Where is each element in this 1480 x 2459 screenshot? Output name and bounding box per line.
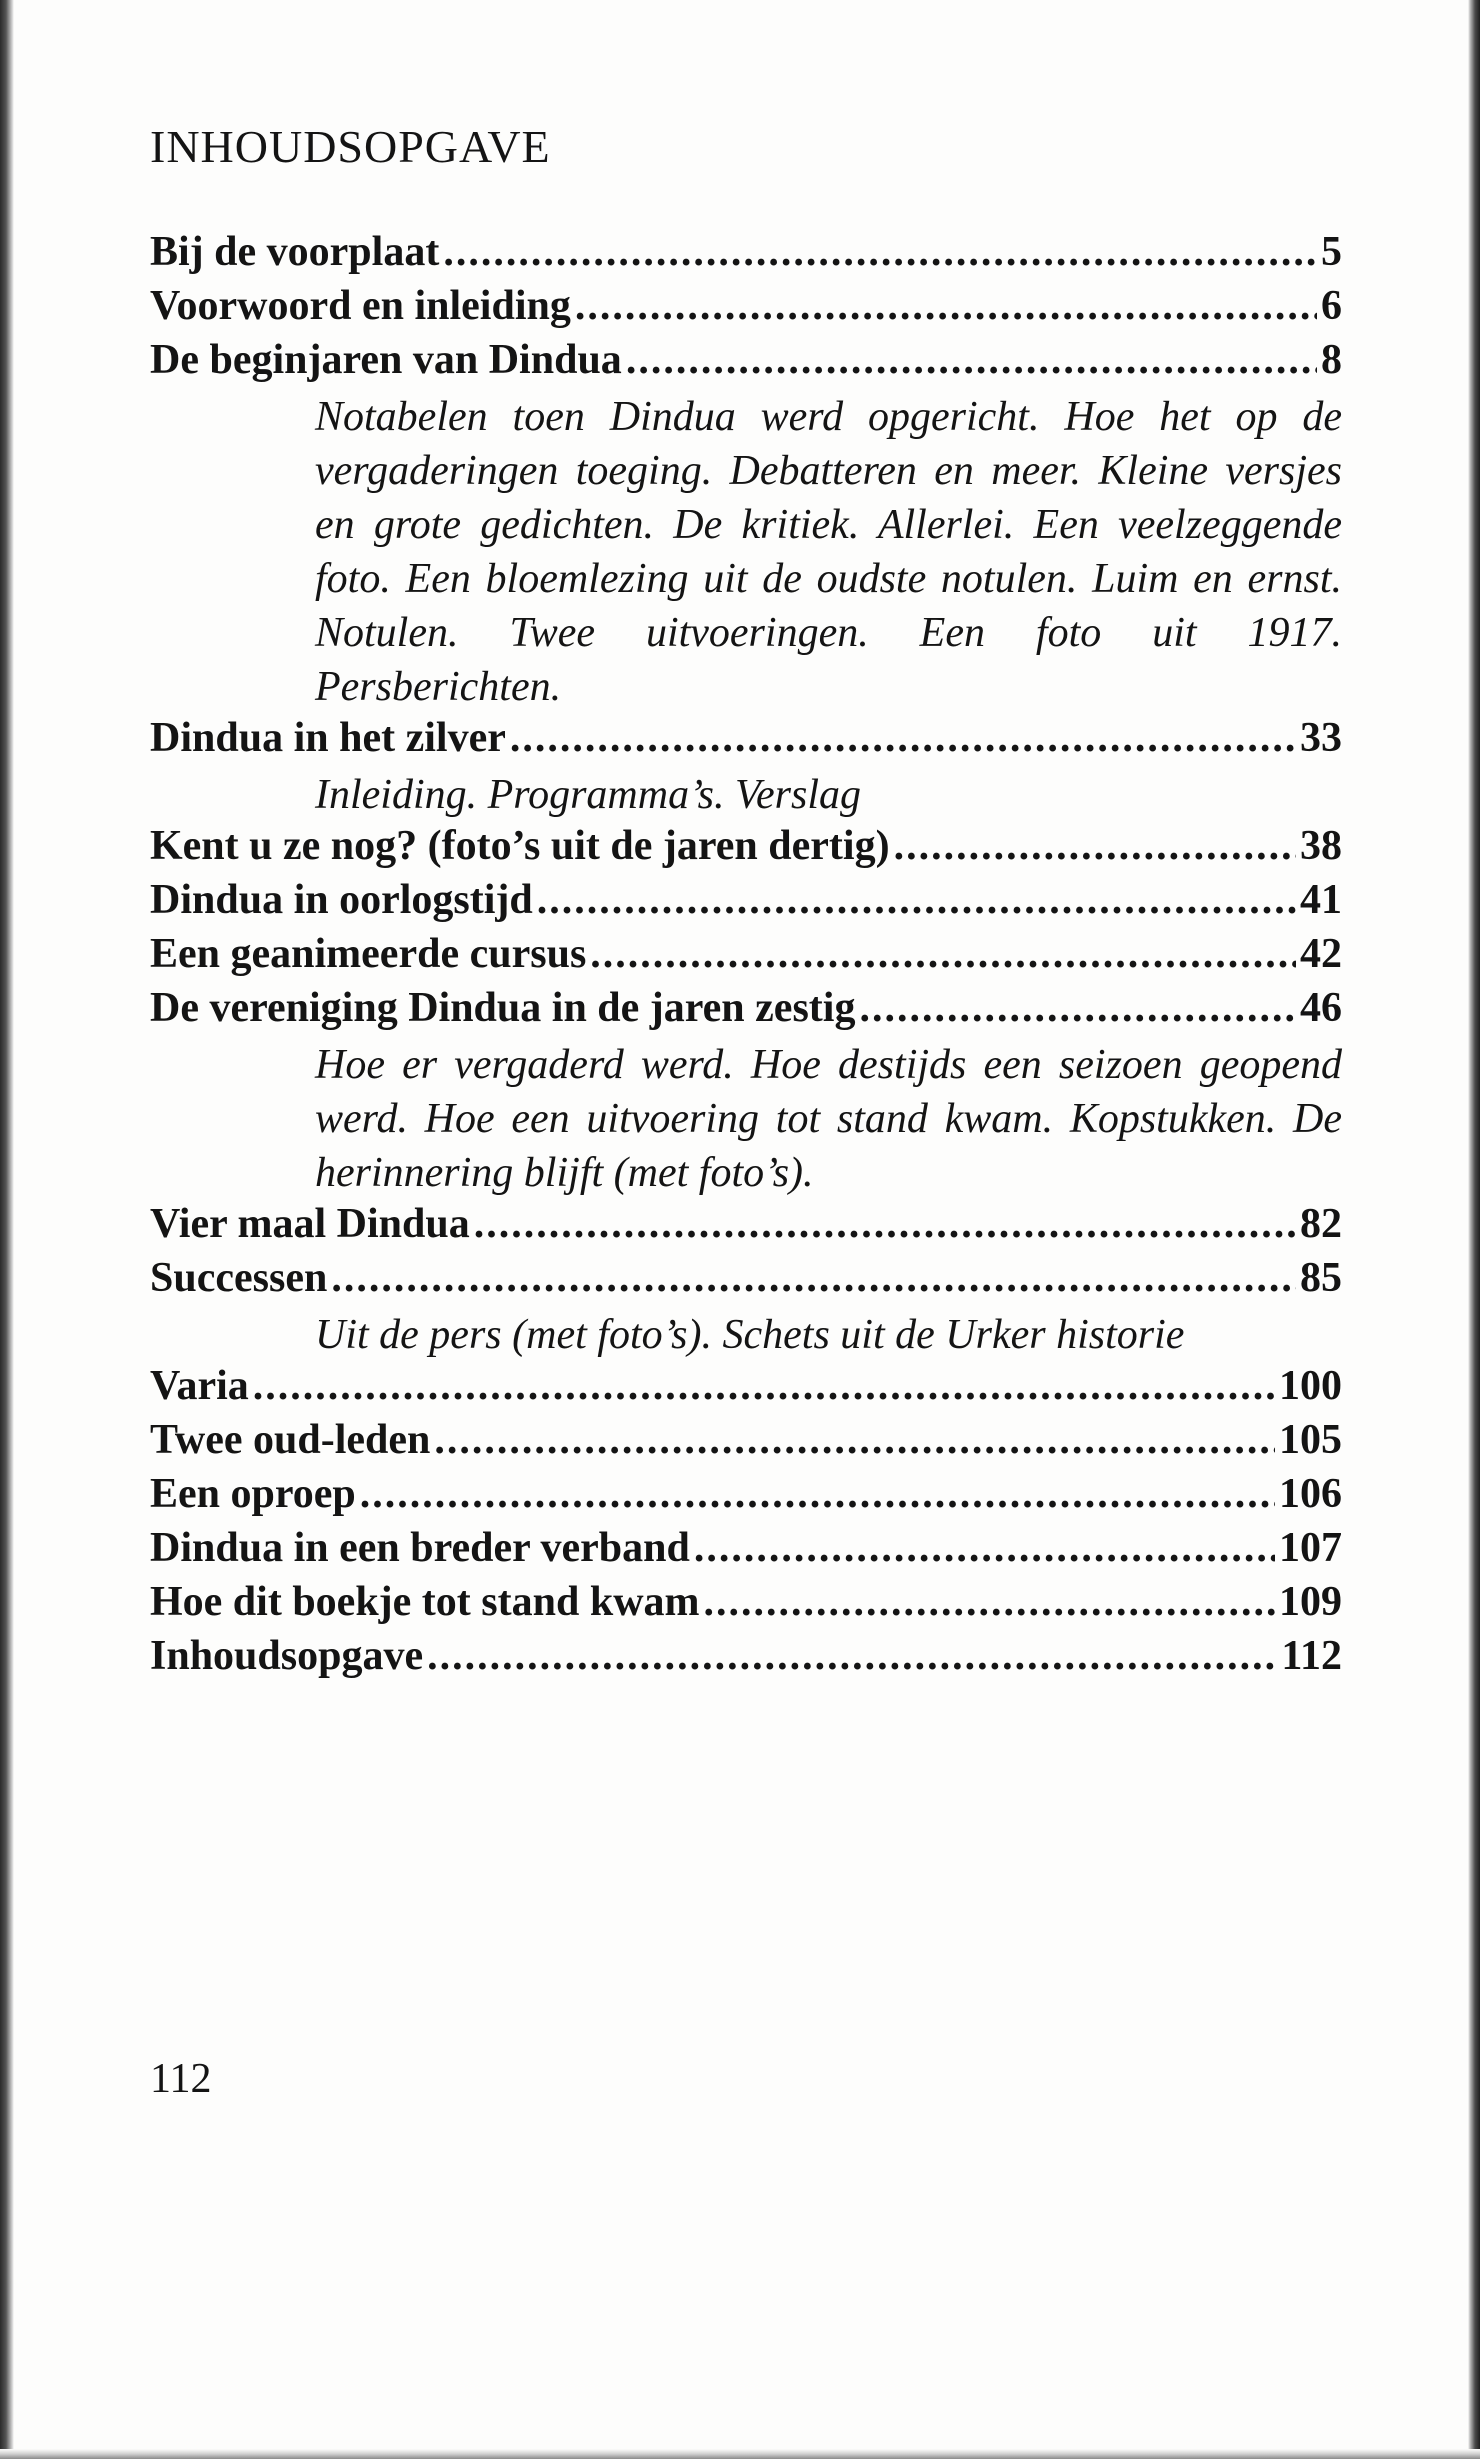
toc-entry-title: Dindua in het zilver xyxy=(150,715,506,761)
page-edge-left xyxy=(0,0,14,2459)
page-number: 112 xyxy=(150,2056,212,2102)
toc-entry-page: 5 xyxy=(1321,229,1342,275)
toc-entry xyxy=(150,714,1342,768)
toc-entry-title: Een oproep xyxy=(150,1471,356,1517)
dot-leader xyxy=(626,336,1317,384)
dot-leader xyxy=(694,1524,1275,1572)
toc-entry-page: 8 xyxy=(1321,337,1342,383)
dot-leader xyxy=(474,1200,1296,1248)
toc-entry-page: 82 xyxy=(1300,1201,1342,1247)
toc-entry-title: Dindua in een breder verband xyxy=(150,1525,690,1571)
toc-entry-title: Inhoudsopgave xyxy=(150,1633,424,1679)
toc-entry-page: 109 xyxy=(1279,1579,1342,1625)
toc-entry-title: Een geanimeerde cursus xyxy=(150,931,587,977)
toc-entry xyxy=(150,930,1342,984)
page-heading: INHOUDSOPGAVE xyxy=(150,121,551,172)
toc-entry xyxy=(150,1632,1342,1686)
toc-entry xyxy=(150,282,1342,336)
toc-entry xyxy=(150,1524,1342,1578)
toc-entry xyxy=(150,1254,1342,1308)
toc-entry-page: 41 xyxy=(1300,877,1342,923)
toc-entry xyxy=(150,876,1342,930)
toc-entry-page: 33 xyxy=(1300,715,1342,761)
toc-entry-title: Voorwoord en inleiding xyxy=(150,283,571,329)
dot-leader xyxy=(537,876,1296,924)
page-edge-bottom xyxy=(0,2449,1480,2459)
toc-entry-page: 6 xyxy=(1321,283,1342,329)
page-edge-right xyxy=(1468,0,1480,2459)
dot-leader xyxy=(575,282,1317,330)
toc-entry-title: De vereniging Dindua in de jaren zestig xyxy=(150,985,856,1031)
dot-leader xyxy=(253,1362,1275,1410)
toc-entry xyxy=(150,336,1342,390)
dot-leader xyxy=(443,228,1317,276)
dot-leader xyxy=(331,1254,1296,1302)
dot-leader xyxy=(859,984,1296,1032)
toc-entry-page: 38 xyxy=(1300,823,1342,869)
toc-entry-page: 100 xyxy=(1279,1363,1342,1409)
toc-entry xyxy=(150,1416,1342,1470)
toc-entry xyxy=(150,1578,1342,1632)
toc-entry-page: 85 xyxy=(1300,1255,1342,1301)
toc-entry-subtitle: Hoe er vergaderd werd. Hoe destijds een seizoen geopend werd. Hoe een uitvoering tot stand kwam. Kopstukken. De herinnering blijft (met foto’s). xyxy=(315,1042,1342,1196)
toc-entry-subtitle: Inleiding. Programma’s. Verslag xyxy=(315,772,861,818)
toc-entry-title: Twee oud-leden xyxy=(150,1417,431,1463)
toc-entry-page: 42 xyxy=(1300,931,1342,977)
toc-entry-page: 106 xyxy=(1279,1471,1342,1517)
dot-leader xyxy=(704,1578,1275,1626)
toc-entry-title: De beginjaren van Dindua xyxy=(150,337,622,383)
toc-entry xyxy=(150,1362,1342,1416)
toc-entry-title: Kent u ze nog? (foto’s uit de jaren dertig) xyxy=(150,823,890,869)
dot-leader xyxy=(894,822,1296,870)
dot-leader xyxy=(510,714,1296,762)
toc-entry-title: Vier maal Dindua xyxy=(150,1201,470,1247)
toc-entry-title: Varia xyxy=(150,1363,249,1409)
toc-entry-subtitle: Uit de pers (met foto’s). Schets uit de Urker historie xyxy=(315,1312,1185,1358)
toc-entry xyxy=(150,228,1342,282)
dot-leader xyxy=(427,1632,1277,1680)
toc-entry xyxy=(150,984,1342,1038)
table-of-contents xyxy=(150,228,1342,1686)
dot-leader xyxy=(360,1470,1275,1518)
toc-entry-title: Bij de voorplaat xyxy=(150,229,440,275)
toc-entry xyxy=(150,1470,1342,1524)
toc-entry-title: Dindua in oorlogstijd xyxy=(150,877,533,923)
toc-entry-title: Hoe dit boekje tot stand kwam xyxy=(150,1579,700,1625)
toc-entry-page: 46 xyxy=(1300,985,1342,1031)
toc-entry xyxy=(150,822,1342,876)
dot-leader xyxy=(590,930,1296,978)
toc-entry-page: 112 xyxy=(1281,1633,1342,1679)
toc-entry-page: 105 xyxy=(1279,1417,1342,1463)
dot-leader xyxy=(434,1416,1275,1464)
toc-entry-title: Successen xyxy=(150,1255,328,1301)
toc-entry-page: 107 xyxy=(1279,1525,1342,1571)
toc-entry-subtitle: Notabelen toen Dindua werd opgericht. Hoe het op de vergaderingen toeging. Debatteren en meer. Kleine versjes en grote gedichten. De kritiek. Allerlei. Een veelzeggende foto. Een bloemlezing uit de oudste notulen. Luim en ernst. Notulen. Twee uitvoeringen. Een foto uit 1917. Persberichten. xyxy=(315,394,1342,710)
toc-entry xyxy=(150,1200,1342,1254)
